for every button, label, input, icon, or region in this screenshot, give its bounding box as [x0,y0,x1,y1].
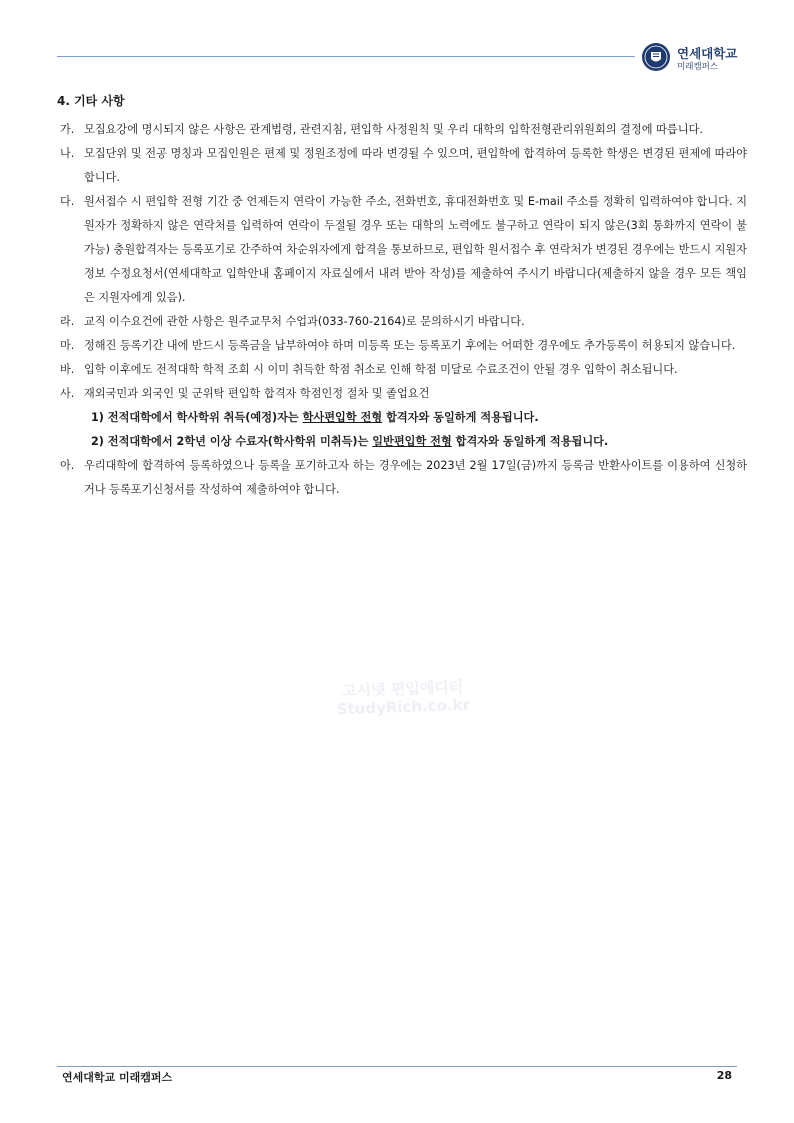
sub-item-text: 합격자와 동일하게 적용됩니다. [451,435,609,448]
sub-item [57,430,747,454]
list-item [57,454,747,502]
footer-rule [57,1066,737,1067]
item-text: 모집단위 및 전공 명칭과 모집인원은 편제 및 정원조정에 따라 변경될 수 있으며, 편입학에 합격하여 등록한 학생은 변경된 편제에 따라야 합니다. [84,147,747,184]
item-text: 우리대학에 합격하여 등록하였으나 등록을 포기하고자 하는 경우에는 2023년 2월 17일(금)까지 등록금 반환사이트를 이용하여 신청하거나 등록포기신청서를 작성하여 제출하여야 합니다. [84,459,747,496]
list-item [57,190,747,310]
footer-title: 연세대학교 미래캠퍼스 [62,1071,173,1084]
sub-item-text: 2) 전적대학에서 2학년 이상 수료자(학사학위 미취득)는 [91,435,373,448]
header-rule [57,56,635,57]
university-seal-icon [641,42,671,72]
list-item [57,358,747,382]
logo-name: 연세대학교 [677,46,738,61]
item-text: 재외국민과 외국인 및 군위탁 편입학 합격자 학점인정 절차 및 졸업요건 [84,387,430,400]
list-item [57,142,747,190]
item-marker: 사. [60,387,75,400]
university-logo [641,42,751,74]
sub-item-underlined: 일반편입학 전형 [372,435,452,448]
document-body [57,90,747,502]
list-item [57,118,747,142]
logo-campus: 미래캠퍼스 [677,62,719,72]
page-number: 28 [716,1069,732,1082]
list-item [57,334,747,358]
item-marker: 바. [60,363,75,376]
item-text: 교직 이수요건에 관한 사항은 원주교무처 수업과(033-760-2164)로 문의하시기 바랍니다. [84,315,525,328]
item-marker: 아. [60,459,75,472]
watermark [317,677,488,719]
sub-item-underlined: 학사편입학 전형 [302,411,383,424]
sub-item-text: 1) 전적대학에서 학사학위 취득(예정)자는 [91,411,303,424]
list-item [57,382,747,406]
item-text: 원서접수 시 편입학 전형 기간 중 언제든지 연락이 가능한 주소, 전화번호, 휴대전화번호 및 E-mail 주소를 정확히 입력하여야 합니다. 지원자가 정확하지 않은 연락처를 입력하여 연락이 두절될 경우 또는 대학의 노력에도 불구하고 연락이 되지 않은(3회 통화까지 연락이 불가능) 충원합격자는 등록포기로 간주하여 차순위자에게 합격을 통보하므로, 편입학 원서접수 후 연락처가 변경된 경우에는 반드시 지원자 정보 수정요청서(연세대학교 입학안내 홈페이지 자료실에서 내려 받아 작성)를 제출하여 주시기 바랍니다(제출하지 않을 경우 모든 책임은 지원자에게 있음). [84,195,747,304]
item-marker: 나. [60,147,75,160]
list-item [57,310,747,334]
item-text: 입학 이후에도 전적대학 학적 조회 시 이미 취득한 학점 취소로 인해 학점 미달로 수료조건이 안될 경우 입학이 취소됩니다. [84,363,678,376]
item-marker: 가. [60,123,75,136]
sub-item [57,406,747,430]
item-text: 모집요강에 명시되지 않은 사항은 관계법령, 관련지침, 편입학 사정원칙 및 우리 대학의 입학전형관리위원회의 결정에 따릅니다. [84,123,703,136]
item-marker: 라. [60,315,75,328]
watermark-line: StudyRich.co.kr [336,695,471,719]
section-title: 4. 기타 사항 [57,94,125,108]
item-text: 정해진 등록기간 내에 반드시 등록금을 납부하여야 하며 미등록 또는 등록포기 후에는 어떠한 경우에도 추가등록이 허용되지 않습니다. [84,339,736,352]
watermark-line: 고시넷 편입에디터 [341,677,464,701]
item-marker: 다. [60,195,75,208]
sub-item-text: 합격자와 동일하게 적용됩니다. [382,411,539,424]
item-marker: 마. [60,339,75,352]
